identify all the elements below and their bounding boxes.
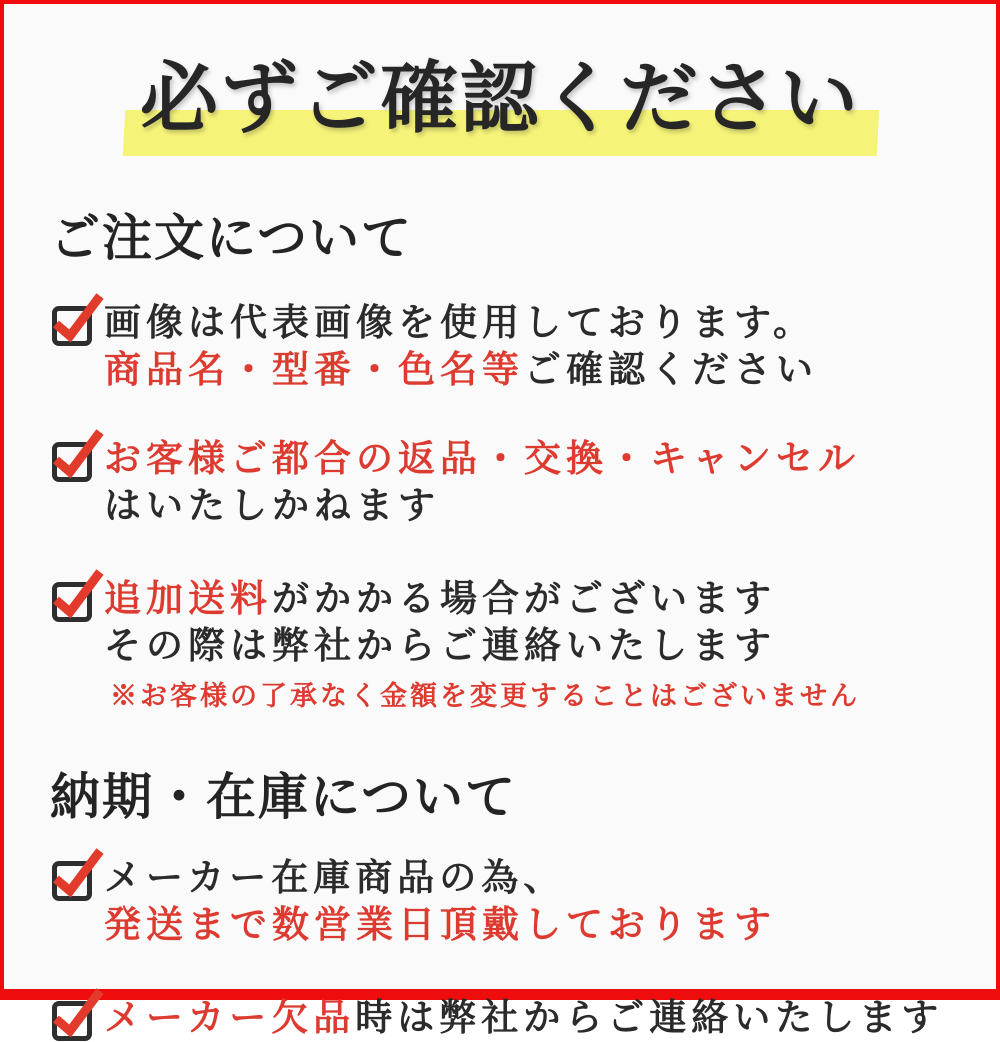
notice-line [104, 483, 860, 530]
notice-text-segment: メーカー在庫商品の為、 [104, 858, 566, 899]
notice-text-segment: ご確認ください [524, 350, 818, 391]
notice-text-segment: はいたしかねます [104, 486, 440, 527]
notice-item-text [104, 300, 818, 394]
notice-item-text [104, 855, 776, 949]
notice-item [52, 995, 996, 1042]
checked-checkbox-icon [52, 1001, 92, 1041]
notice-text-segment: 発送まで数営業日頂戴しております [104, 905, 776, 946]
notice-item [52, 436, 996, 530]
notice-text-segment: 追加送料 [104, 579, 272, 620]
notice-item-text [104, 995, 943, 1042]
notice-text-segment: メーカー欠品 [104, 998, 356, 1039]
checked-checkbox-icon [52, 442, 92, 482]
section-heading-stock: 納期・在庫について [50, 769, 517, 825]
notice-text-segment: 商品名・型番・色名等 [104, 350, 524, 391]
notice-item [52, 855, 996, 949]
check-icon [48, 426, 104, 482]
check-icon [48, 985, 104, 1041]
notice-item [52, 300, 996, 394]
notice-line [104, 300, 818, 347]
notice-text-segment: その際は弊社からご連絡いたします [104, 626, 776, 667]
section-heading-orders: ご注文について [50, 210, 413, 266]
notice-text-segment: 時は弊社からご連絡いたします [355, 998, 944, 1039]
title-wrap [4, 36, 996, 148]
page-title [140, 36, 860, 148]
notice-line [104, 995, 943, 1042]
notice-text-segment: 画像は代表画像を使用しております。 [104, 303, 816, 344]
notice-line [104, 436, 860, 483]
notice-text-segment: お客様ご都合の返品・交換・キャンセル [104, 439, 860, 480]
notice-line [104, 855, 776, 902]
checked-checkbox-icon [52, 582, 92, 622]
notice-item [52, 576, 996, 713]
notice-line [104, 347, 818, 394]
notice-item-text [104, 436, 860, 530]
notice-line [104, 576, 860, 623]
notice-footnote: ※お客様の了承なく金額を変更することはございません [110, 681, 860, 711]
page-title-text: 必ずご確認ください [139, 55, 860, 142]
notice-text-segment: がかかる場合がございます [272, 579, 776, 620]
notice-line [104, 623, 860, 670]
check-icon [48, 845, 104, 901]
notice-item-text [104, 576, 860, 713]
notice-line [104, 902, 776, 949]
check-icon [48, 566, 104, 622]
check-icon [48, 290, 104, 346]
checked-checkbox-icon [52, 861, 92, 901]
checked-checkbox-icon [52, 306, 92, 346]
